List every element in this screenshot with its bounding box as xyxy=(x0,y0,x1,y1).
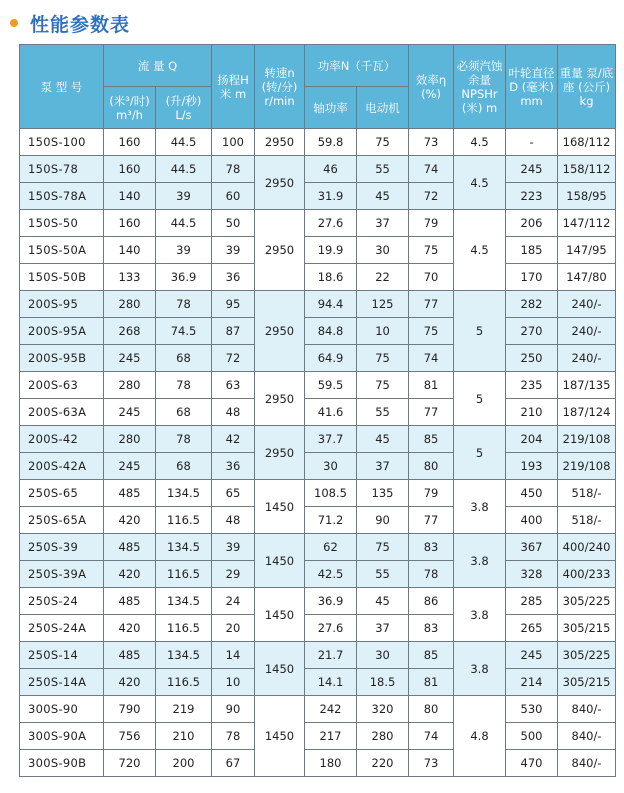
table-row xyxy=(20,561,616,588)
cell-efficiency: 74 xyxy=(409,156,454,183)
cell-impeller: 265 xyxy=(506,615,558,642)
cell-weight: 187/135 xyxy=(558,372,616,399)
cell-flow-ls: 200 xyxy=(156,750,212,777)
bullet-dot-icon xyxy=(10,19,18,27)
cell-flow-m3h: 790 xyxy=(104,696,156,723)
cell-weight: 840/- xyxy=(558,723,616,750)
cell-shaft-power: 62 xyxy=(305,534,357,561)
header-flow-m3h: (米³/时) m³/h xyxy=(104,87,156,129)
cell-flow-m3h: 720 xyxy=(104,750,156,777)
cell-npsh: 5 xyxy=(454,291,506,372)
cell-shaft-power: 94.4 xyxy=(305,291,357,318)
cell-npsh: 4.5 xyxy=(454,210,506,291)
cell-weight: 400/233 xyxy=(558,561,616,588)
cell-motor: 75 xyxy=(357,534,409,561)
cell-head: 29 xyxy=(212,561,255,588)
cell-motor: 37 xyxy=(357,210,409,237)
cell-head: 24 xyxy=(212,588,255,615)
table-row xyxy=(20,507,616,534)
cell-shaft-power: 37.7 xyxy=(305,426,357,453)
cell-head: 36 xyxy=(212,453,255,480)
section-header xyxy=(10,8,130,38)
table-row xyxy=(20,156,616,183)
cell-speed: 1450 xyxy=(255,588,305,642)
cell-weight: 147/95 xyxy=(558,237,616,264)
cell-impeller: 170 xyxy=(506,264,558,291)
cell-speed: 2950 xyxy=(255,372,305,426)
cell-motor: 135 xyxy=(357,480,409,507)
cell-impeller: 235 xyxy=(506,372,558,399)
cell-flow-m3h: 420 xyxy=(104,615,156,642)
cell-shaft-power: 19.9 xyxy=(305,237,357,264)
cell-speed: 2950 xyxy=(255,426,305,480)
cell-shaft-power: 108.5 xyxy=(305,480,357,507)
cell-shaft-power: 217 xyxy=(305,723,357,750)
cell-weight: 305/215 xyxy=(558,669,616,696)
cell-motor: 125 xyxy=(357,291,409,318)
cell-impeller: 282 xyxy=(506,291,558,318)
cell-model: 300S-90 xyxy=(20,696,104,723)
cell-flow-ls: 210 xyxy=(156,723,212,750)
cell-weight: 240/- xyxy=(558,318,616,345)
table-row xyxy=(20,723,616,750)
cell-shaft-power: 31.9 xyxy=(305,183,357,210)
cell-flow-m3h: 280 xyxy=(104,372,156,399)
cell-speed: 1450 xyxy=(255,480,305,534)
cell-model: 250S-39A xyxy=(20,561,104,588)
cell-flow-ls: 68 xyxy=(156,453,212,480)
cell-efficiency: 73 xyxy=(409,129,454,156)
cell-speed: 2950 xyxy=(255,291,305,372)
table-row xyxy=(20,642,616,669)
cell-impeller: 470 xyxy=(506,750,558,777)
cell-speed: 2950 xyxy=(255,210,305,291)
cell-npsh: 3.8 xyxy=(454,480,506,534)
cell-shaft-power: 84.8 xyxy=(305,318,357,345)
cell-npsh: 4.5 xyxy=(454,156,506,210)
cell-efficiency: 80 xyxy=(409,696,454,723)
cell-flow-ls: 134.5 xyxy=(156,480,212,507)
cell-motor: 75 xyxy=(357,345,409,372)
cell-efficiency: 81 xyxy=(409,372,454,399)
cell-model: 250S-14A xyxy=(20,669,104,696)
cell-impeller: 214 xyxy=(506,669,558,696)
cell-model: 150S-78A xyxy=(20,183,104,210)
cell-shaft-power: 242 xyxy=(305,696,357,723)
cell-model: 250S-65 xyxy=(20,480,104,507)
cell-flow-m3h: 140 xyxy=(104,183,156,210)
cell-weight: 168/112 xyxy=(558,129,616,156)
cell-head: 60 xyxy=(212,183,255,210)
cell-shaft-power: 30 xyxy=(305,453,357,480)
cell-model: 200S-63 xyxy=(20,372,104,399)
table-row xyxy=(20,453,616,480)
cell-impeller: 245 xyxy=(506,156,558,183)
cell-motor: 10 xyxy=(357,318,409,345)
header-impeller: 叶轮直径 D (毫米) mm xyxy=(506,45,558,129)
cell-efficiency: 86 xyxy=(409,588,454,615)
table-row xyxy=(20,426,616,453)
cell-shaft-power: 21.7 xyxy=(305,642,357,669)
cell-motor: 30 xyxy=(357,642,409,669)
cell-speed: 1450 xyxy=(255,642,305,696)
table-row xyxy=(20,750,616,777)
cell-efficiency: 74 xyxy=(409,345,454,372)
cell-shaft-power: 64.9 xyxy=(305,345,357,372)
cell-flow-m3h: 280 xyxy=(104,426,156,453)
cell-impeller: 450 xyxy=(506,480,558,507)
header-weight: 重量 泵/底座 (公斤) kg xyxy=(558,45,616,129)
cell-flow-ls: 39 xyxy=(156,237,212,264)
cell-head: 48 xyxy=(212,507,255,534)
cell-impeller: 270 xyxy=(506,318,558,345)
header-speed: 转速n (转/分) r/min xyxy=(255,45,305,129)
cell-flow-ls: 44.5 xyxy=(156,210,212,237)
cell-motor: 45 xyxy=(357,183,409,210)
table-row xyxy=(20,210,616,237)
cell-efficiency: 80 xyxy=(409,453,454,480)
cell-speed: 2950 xyxy=(255,156,305,210)
cell-speed: 1450 xyxy=(255,696,305,777)
cell-shaft-power: 18.6 xyxy=(305,264,357,291)
cell-flow-ls: 44.5 xyxy=(156,129,212,156)
cell-shaft-power: 59.8 xyxy=(305,129,357,156)
cell-model: 300S-90B xyxy=(20,750,104,777)
cell-shaft-power: 14.1 xyxy=(305,669,357,696)
cell-flow-ls: 219 xyxy=(156,696,212,723)
cell-efficiency: 85 xyxy=(409,642,454,669)
cell-npsh: 4.5 xyxy=(454,129,506,156)
cell-head: 20 xyxy=(212,615,255,642)
cell-model: 300S-90A xyxy=(20,723,104,750)
cell-efficiency: 75 xyxy=(409,237,454,264)
cell-head: 39 xyxy=(212,237,255,264)
cell-model: 200S-63A xyxy=(20,399,104,426)
table-row xyxy=(20,237,616,264)
cell-shaft-power: 180 xyxy=(305,750,357,777)
table-row xyxy=(20,372,616,399)
cell-flow-ls: 134.5 xyxy=(156,642,212,669)
cell-model: 200S-95 xyxy=(20,291,104,318)
header-model: 泵 型 号 xyxy=(20,45,104,129)
cell-weight: 219/108 xyxy=(558,426,616,453)
cell-impeller: 367 xyxy=(506,534,558,561)
cell-flow-ls: 68 xyxy=(156,345,212,372)
cell-impeller: 530 xyxy=(506,696,558,723)
header-motor: 电动机 xyxy=(357,87,409,129)
table-row xyxy=(20,264,616,291)
cell-head: 65 xyxy=(212,480,255,507)
cell-weight: 147/80 xyxy=(558,264,616,291)
cell-flow-m3h: 160 xyxy=(104,210,156,237)
cell-weight: 305/225 xyxy=(558,588,616,615)
cell-model: 150S-50A xyxy=(20,237,104,264)
cell-model: 150S-50B xyxy=(20,264,104,291)
cell-weight: 840/- xyxy=(558,750,616,777)
cell-flow-ls: 74.5 xyxy=(156,318,212,345)
cell-shaft-power: 46 xyxy=(305,156,357,183)
cell-efficiency: 78 xyxy=(409,561,454,588)
cell-shaft-power: 59.5 xyxy=(305,372,357,399)
cell-motor: 90 xyxy=(357,507,409,534)
cell-model: 150S-78 xyxy=(20,156,104,183)
cell-motor: 55 xyxy=(357,399,409,426)
cell-efficiency: 77 xyxy=(409,291,454,318)
cell-flow-ls: 78 xyxy=(156,426,212,453)
cell-flow-m3h: 420 xyxy=(104,507,156,534)
cell-impeller: 206 xyxy=(506,210,558,237)
cell-flow-ls: 36.9 xyxy=(156,264,212,291)
header-head: 扬程H 米 m xyxy=(212,45,255,129)
cell-motor: 37 xyxy=(357,453,409,480)
table-row xyxy=(20,696,616,723)
cell-weight: 240/- xyxy=(558,291,616,318)
cell-npsh: 3.8 xyxy=(454,642,506,696)
cell-head: 78 xyxy=(212,723,255,750)
table-row xyxy=(20,534,616,561)
cell-motor: 55 xyxy=(357,561,409,588)
cell-flow-ls: 44.5 xyxy=(156,156,212,183)
table-body xyxy=(20,129,616,777)
cell-head: 14 xyxy=(212,642,255,669)
cell-weight: 158/112 xyxy=(558,156,616,183)
cell-weight: 400/240 xyxy=(558,534,616,561)
cell-flow-m3h: 140 xyxy=(104,237,156,264)
cell-npsh: 5 xyxy=(454,372,506,426)
cell-flow-ls: 134.5 xyxy=(156,534,212,561)
cell-impeller: - xyxy=(506,129,558,156)
cell-motor: 320 xyxy=(357,696,409,723)
cell-model: 200S-42 xyxy=(20,426,104,453)
cell-shaft-power: 71.2 xyxy=(305,507,357,534)
header-flow: 流 量 Q xyxy=(104,45,212,87)
cell-efficiency: 83 xyxy=(409,615,454,642)
table-row xyxy=(20,129,616,156)
cell-impeller: 500 xyxy=(506,723,558,750)
cell-head: 39 xyxy=(212,534,255,561)
cell-flow-m3h: 245 xyxy=(104,399,156,426)
cell-weight: 305/215 xyxy=(558,615,616,642)
cell-impeller: 245 xyxy=(506,642,558,669)
cell-flow-m3h: 485 xyxy=(104,642,156,669)
cell-flow-m3h: 420 xyxy=(104,561,156,588)
cell-flow-m3h: 245 xyxy=(104,345,156,372)
cell-flow-ls: 78 xyxy=(156,291,212,318)
cell-impeller: 400 xyxy=(506,507,558,534)
cell-flow-m3h: 160 xyxy=(104,156,156,183)
cell-npsh: 3.8 xyxy=(454,588,506,642)
cell-flow-m3h: 420 xyxy=(104,669,156,696)
cell-model: 250S-65A xyxy=(20,507,104,534)
cell-impeller: 223 xyxy=(506,183,558,210)
cell-model: 150S-100 xyxy=(20,129,104,156)
table-row xyxy=(20,345,616,372)
cell-head: 95 xyxy=(212,291,255,318)
cell-flow-ls: 116.5 xyxy=(156,615,212,642)
cell-motor: 55 xyxy=(357,156,409,183)
header-efficiency: 效率η (%) xyxy=(409,45,454,129)
page-title: 性能参数表 xyxy=(30,13,131,36)
cell-flow-m3h: 160 xyxy=(104,129,156,156)
cell-model: 150S-50 xyxy=(20,210,104,237)
header-shaft-power: 轴功率 xyxy=(305,87,357,129)
cell-efficiency: 77 xyxy=(409,507,454,534)
cell-weight: 518/- xyxy=(558,507,616,534)
cell-flow-m3h: 485 xyxy=(104,480,156,507)
cell-motor: 75 xyxy=(357,372,409,399)
cell-efficiency: 85 xyxy=(409,426,454,453)
cell-head: 87 xyxy=(212,318,255,345)
cell-shaft-power: 42.5 xyxy=(305,561,357,588)
cell-model: 200S-42A xyxy=(20,453,104,480)
cell-model: 200S-95B xyxy=(20,345,104,372)
cell-weight: 158/95 xyxy=(558,183,616,210)
cell-weight: 518/- xyxy=(558,480,616,507)
cell-model: 250S-14 xyxy=(20,642,104,669)
cell-flow-m3h: 280 xyxy=(104,291,156,318)
cell-flow-ls: 68 xyxy=(156,399,212,426)
cell-flow-m3h: 485 xyxy=(104,534,156,561)
cell-npsh: 4.8 xyxy=(454,696,506,777)
cell-flow-m3h: 133 xyxy=(104,264,156,291)
cell-motor: 75 xyxy=(357,129,409,156)
cell-impeller: 285 xyxy=(506,588,558,615)
cell-model: 250S-24 xyxy=(20,588,104,615)
cell-weight: 240/- xyxy=(558,345,616,372)
cell-head: 100 xyxy=(212,129,255,156)
cell-efficiency: 81 xyxy=(409,669,454,696)
cell-flow-m3h: 245 xyxy=(104,453,156,480)
cell-flow-ls: 78 xyxy=(156,372,212,399)
cell-motor: 30 xyxy=(357,237,409,264)
cell-flow-ls: 116.5 xyxy=(156,669,212,696)
cell-motor: 45 xyxy=(357,588,409,615)
cell-head: 72 xyxy=(212,345,255,372)
cell-model: 250S-39 xyxy=(20,534,104,561)
cell-head: 48 xyxy=(212,399,255,426)
cell-flow-m3h: 485 xyxy=(104,588,156,615)
cell-shaft-power: 36.9 xyxy=(305,588,357,615)
cell-flow-ls: 116.5 xyxy=(156,507,212,534)
cell-efficiency: 73 xyxy=(409,750,454,777)
cell-impeller: 185 xyxy=(506,237,558,264)
cell-motor: 37 xyxy=(357,615,409,642)
cell-efficiency: 74 xyxy=(409,723,454,750)
cell-weight: 840/- xyxy=(558,696,616,723)
cell-efficiency: 83 xyxy=(409,534,454,561)
table-row xyxy=(20,669,616,696)
cell-motor: 220 xyxy=(357,750,409,777)
cell-speed: 2950 xyxy=(255,129,305,156)
cell-flow-m3h: 268 xyxy=(104,318,156,345)
cell-impeller: 328 xyxy=(506,561,558,588)
table-row xyxy=(20,318,616,345)
cell-model: 200S-95A xyxy=(20,318,104,345)
performance-table xyxy=(19,44,616,777)
header-npsh: 必须汽蚀余量 NPSHr (米) m xyxy=(454,45,506,129)
cell-impeller: 210 xyxy=(506,399,558,426)
cell-efficiency: 72 xyxy=(409,183,454,210)
cell-shaft-power: 27.6 xyxy=(305,210,357,237)
table-row xyxy=(20,399,616,426)
table-row xyxy=(20,588,616,615)
cell-head: 67 xyxy=(212,750,255,777)
header-flow-ls: (升/秒) L/s xyxy=(156,87,212,129)
cell-weight: 187/124 xyxy=(558,399,616,426)
cell-motor: 45 xyxy=(357,426,409,453)
cell-head: 78 xyxy=(212,156,255,183)
table-row xyxy=(20,615,616,642)
cell-flow-ls: 39 xyxy=(156,183,212,210)
cell-efficiency: 77 xyxy=(409,399,454,426)
cell-efficiency: 79 xyxy=(409,210,454,237)
cell-motor: 22 xyxy=(357,264,409,291)
cell-weight: 147/112 xyxy=(558,210,616,237)
cell-head: 90 xyxy=(212,696,255,723)
cell-motor: 280 xyxy=(357,723,409,750)
cell-flow-ls: 116.5 xyxy=(156,561,212,588)
table-row xyxy=(20,480,616,507)
cell-flow-m3h: 756 xyxy=(104,723,156,750)
cell-weight: 305/225 xyxy=(558,642,616,669)
cell-impeller: 204 xyxy=(506,426,558,453)
cell-efficiency: 79 xyxy=(409,480,454,507)
cell-npsh: 3.8 xyxy=(454,534,506,588)
cell-impeller: 250 xyxy=(506,345,558,372)
cell-head: 50 xyxy=(212,210,255,237)
cell-motor: 18.5 xyxy=(357,669,409,696)
cell-impeller: 193 xyxy=(506,453,558,480)
cell-shaft-power: 27.6 xyxy=(305,615,357,642)
table-row xyxy=(20,291,616,318)
cell-head: 42 xyxy=(212,426,255,453)
header-power: 功率N（千瓦） xyxy=(305,45,409,87)
cell-model: 250S-24A xyxy=(20,615,104,642)
cell-npsh: 5 xyxy=(454,426,506,480)
cell-speed: 1450 xyxy=(255,534,305,588)
table-row xyxy=(20,183,616,210)
cell-head: 63 xyxy=(212,372,255,399)
cell-efficiency: 75 xyxy=(409,318,454,345)
cell-head: 10 xyxy=(212,669,255,696)
cell-shaft-power: 41.6 xyxy=(305,399,357,426)
cell-flow-ls: 134.5 xyxy=(156,588,212,615)
cell-weight: 219/108 xyxy=(558,453,616,480)
cell-efficiency: 70 xyxy=(409,264,454,291)
cell-head: 36 xyxy=(212,264,255,291)
